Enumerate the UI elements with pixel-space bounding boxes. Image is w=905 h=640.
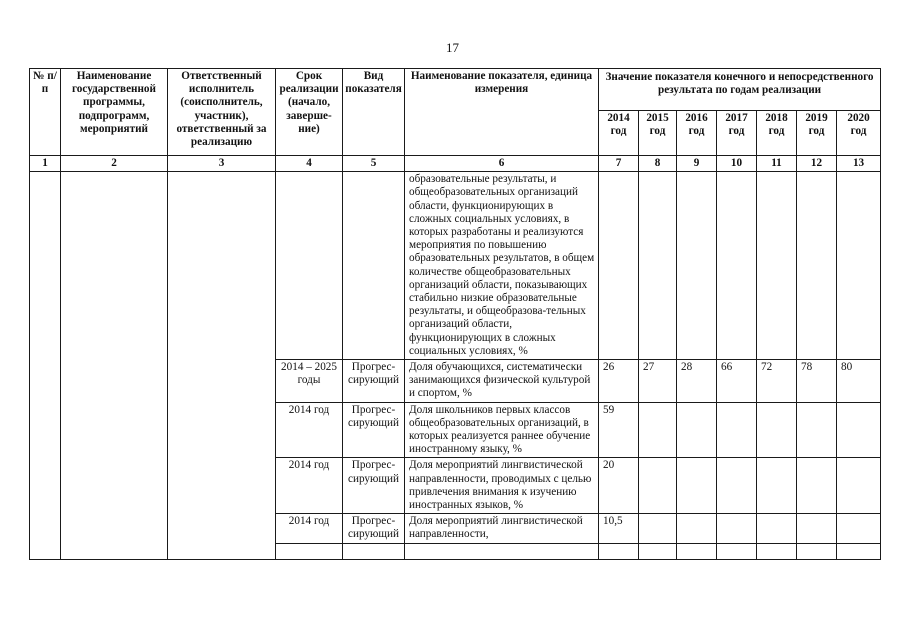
cell-empty — [837, 543, 881, 559]
cell-value — [599, 172, 639, 360]
cell-value — [797, 172, 837, 360]
cell-value — [717, 514, 757, 543]
header-year: 2015 год — [639, 111, 677, 156]
cell-value — [837, 458, 881, 514]
cell-indicator-type: Прогрес-сирующий — [343, 514, 405, 543]
cell-empty — [757, 543, 797, 559]
cell-value: 10,5 — [599, 514, 639, 543]
header-year: 2014 год — [599, 111, 639, 156]
header-period: Срок реализации (начало, заверше-ние) — [276, 69, 343, 156]
cell-indicator-name: Доля обучающихся, систематически занимающихся физической культурой и спортом, % — [405, 360, 599, 403]
cell-indicator-name: Доля школьников первых классов общеобразовательных организаций, в которых реализуется раннее обучение иностранному языку, % — [405, 402, 599, 458]
cell-value — [797, 514, 837, 543]
cell-value: 80 — [837, 360, 881, 403]
cell-value — [837, 514, 881, 543]
cell-value — [717, 458, 757, 514]
cell-empty — [405, 543, 599, 559]
header-program-name: Наименование государственной программы, подпрограмм, мероприятий — [61, 69, 168, 156]
cell-value — [797, 402, 837, 458]
cell-value — [677, 514, 717, 543]
column-numbers-row — [30, 156, 881, 172]
cell-value: 72 — [757, 360, 797, 403]
cell-value — [677, 458, 717, 514]
column-number: 10 — [717, 156, 757, 172]
cell-value — [677, 172, 717, 360]
header-year: 2018 год — [757, 111, 797, 156]
cell-value — [639, 458, 677, 514]
cell-empty — [599, 543, 639, 559]
column-number: 9 — [677, 156, 717, 172]
cell-indicator-name: образовательные результаты, и общеобразовательных организаций области, функционирующих в сложных социальных условиях, в которых разработаны и реализуются мероприятия по повышению образовательных результатов, в общем количестве общеобразовательных организаций области, показывающих стабильно низкие образовательные результаты, и общеобразова-тельных организаций области, функционирующих в сложных социальных условиях, % — [405, 172, 599, 360]
cell-indicator-type: Прогрес-сирующий — [343, 402, 405, 458]
cell-number — [30, 172, 61, 559]
cell-period — [276, 172, 343, 360]
column-number: 11 — [757, 156, 797, 172]
table-row — [30, 172, 881, 360]
cell-value: 28 — [677, 360, 717, 403]
cell-indicator-name: Доля мероприятий лингвистической направленности, проводимых с целью привлечения внимания к изучению иностранных языков, % — [405, 458, 599, 514]
cell-program-name — [61, 172, 168, 559]
header-year: 2016 год — [677, 111, 717, 156]
page-number: 17 — [446, 40, 459, 55]
cell-indicator-type: Прогрес-сирующий — [343, 458, 405, 514]
header-year: 2020 год — [837, 111, 881, 156]
column-number: 13 — [837, 156, 881, 172]
header-executor: Ответственный исполнитель (соисполнитель, участник), ответственный за реализацию — [168, 69, 276, 156]
cell-value — [837, 172, 881, 360]
cell-value: 66 — [717, 360, 757, 403]
cell-value — [639, 402, 677, 458]
cell-value: 78 — [797, 360, 837, 403]
header-indicator-name: Наименование показателя, единица измерения — [405, 69, 599, 156]
column-number: 2 — [61, 156, 168, 172]
cell-value — [757, 514, 797, 543]
header-year: 2017 год — [717, 111, 757, 156]
cell-value — [717, 172, 757, 360]
column-number: 5 — [343, 156, 405, 172]
cell-empty — [276, 543, 343, 559]
column-number: 12 — [797, 156, 837, 172]
column-number: 4 — [276, 156, 343, 172]
cell-value: 20 — [599, 458, 639, 514]
cell-indicator-type — [343, 172, 405, 360]
header-number: № п/п — [30, 69, 61, 156]
cell-value — [677, 402, 717, 458]
cell-value — [639, 172, 677, 360]
header-year: 2019 год — [797, 111, 837, 156]
column-number: 1 — [30, 156, 61, 172]
cell-executor — [168, 172, 276, 559]
cell-empty — [677, 543, 717, 559]
cell-value — [757, 172, 797, 360]
cell-value — [757, 402, 797, 458]
cell-empty — [797, 543, 837, 559]
indicators-table — [29, 68, 881, 560]
cell-period: 2014 год — [276, 458, 343, 514]
cell-value — [757, 458, 797, 514]
cell-indicator-name: Доля мероприятий лингвистической направленности, — [405, 514, 599, 543]
cell-value — [717, 402, 757, 458]
cell-value — [837, 402, 881, 458]
cell-value — [797, 458, 837, 514]
cell-empty — [639, 543, 677, 559]
header-values-group: Значение показателя конечного и непосредственного результата по годам реализации — [599, 69, 881, 111]
cell-period: 2014 год — [276, 514, 343, 543]
cell-value — [639, 514, 677, 543]
header-row-1 — [30, 69, 881, 111]
cell-value: 26 — [599, 360, 639, 403]
cell-empty — [343, 543, 405, 559]
cell-value: 59 — [599, 402, 639, 458]
cell-indicator-type: Прогрес-сирующий — [343, 360, 405, 403]
cell-period: 2014 – 2025 годы — [276, 360, 343, 403]
column-number: 6 — [405, 156, 599, 172]
column-number: 7 — [599, 156, 639, 172]
column-number: 8 — [639, 156, 677, 172]
header-indicator-type: Вид показателя — [343, 69, 405, 156]
cell-period: 2014 год — [276, 402, 343, 458]
cell-empty — [717, 543, 757, 559]
column-number: 3 — [168, 156, 276, 172]
cell-value: 27 — [639, 360, 677, 403]
